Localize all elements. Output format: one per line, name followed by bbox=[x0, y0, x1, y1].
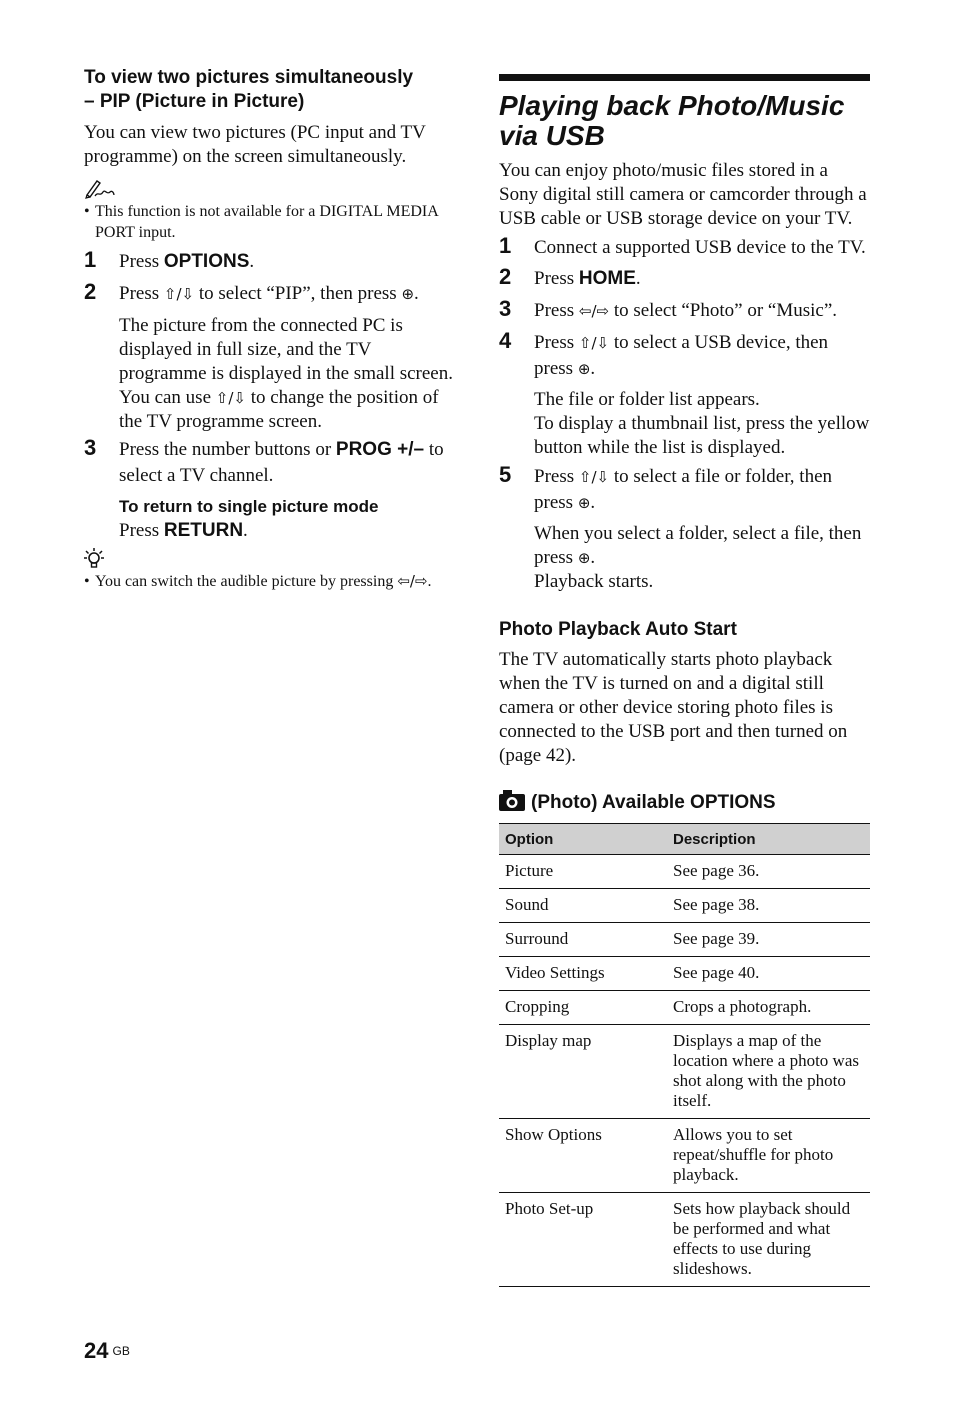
usb-step-5: 5 Press ⇧/⇩ to select a file or folder, then press ⊕. bbox=[499, 462, 833, 513]
page-number: 24 GB bbox=[84, 1338, 130, 1363]
up-down-arrow-icon: ⇧/⇩ bbox=[215, 389, 246, 407]
usb-step-1: 1 Connect a supported USB device to the TV. bbox=[499, 233, 866, 258]
up-down-arrow-icon: ⇧/⇩ bbox=[163, 285, 195, 303]
table-row: Picture See page 36. bbox=[499, 855, 870, 889]
up-down-arrow-icon: ⇧/⇩ bbox=[578, 468, 610, 486]
pip-tip: • You can switch the audible picture by pressing ⇦/⇨. bbox=[84, 571, 454, 592]
options-table bbox=[499, 823, 870, 1287]
pip-step-2: 2 Press ⇧/⇩ to select “PIP”, then press ⊕. bbox=[84, 279, 419, 304]
section-title: Playing back Photo/Music via USB bbox=[499, 90, 845, 151]
pip-note: • This function is not available for a DIGITAL MEDIA PORT input. bbox=[84, 201, 454, 243]
auto-start-text: The TV automatically starts photo playback when the TV is turned on and a digital still camera or other device storing photo files is connected to the USB port and then turned on (page 42). bbox=[499, 649, 848, 766]
table-row: Surround See page 39. bbox=[499, 923, 870, 957]
enter-icon: ⊕ bbox=[577, 494, 591, 512]
note-icon bbox=[84, 177, 454, 201]
col-header-option: Option bbox=[499, 824, 667, 855]
pip-heading-line1: To view two pictures simultaneously bbox=[84, 67, 414, 88]
pip-step-1: 1 Press OPTIONS. bbox=[84, 247, 255, 272]
tip-icon bbox=[84, 547, 454, 571]
usb-step-5-detail: When you select a folder, select a file, then press ⊕. Playback starts. bbox=[534, 523, 862, 592]
return-single-mode: To return to single picture mode Press RETURN. bbox=[119, 497, 379, 541]
usb-step-2: 2 Press HOME. bbox=[499, 264, 641, 289]
auto-start-heading: Photo Playback Auto Start bbox=[499, 619, 737, 640]
right-column bbox=[499, 74, 870, 1287]
pip-step-2-detail: The picture from the connected PC is displayed in full size, and the TV programme is displayed in the small screen. You can use ⇧/⇩ to change the position of the TV programme screen. bbox=[119, 315, 453, 432]
usb-intro: You can enjoy photo/music files stored in a Sony digital still camera or camcorder through a USB cable or USB storage device on your TV. bbox=[499, 160, 867, 229]
up-down-arrow-icon: ⇧/⇩ bbox=[578, 334, 610, 352]
table-row: Video Settings See page 40. bbox=[499, 957, 870, 991]
pip-intro: You can view two pictures (PC input and TV programme) on the screen simultaneously. bbox=[84, 122, 426, 167]
usb-step-4: 4 Press ⇧/⇩ to select a USB device, then press ⊕. bbox=[499, 328, 829, 379]
section-rule bbox=[499, 74, 870, 81]
table-row: Sound See page 38. bbox=[499, 889, 870, 923]
enter-icon: ⊕ bbox=[577, 549, 591, 567]
enter-icon: ⊕ bbox=[577, 360, 591, 378]
usb-step-4-detail: The file or folder list appears. To display a thumbnail list, press the yellow button while the list is displayed. bbox=[534, 389, 870, 458]
camera-icon bbox=[499, 790, 525, 811]
pip-heading-line2: – PIP (Picture in Picture) bbox=[84, 91, 305, 112]
table-row: Display map Displays a map of the location where a photo was shot along with the photo itself. bbox=[499, 1025, 870, 1119]
usb-step-3: 3 Press ⇦/⇨ to select “Photo” or “Music”. bbox=[499, 296, 838, 321]
col-header-description: Description bbox=[667, 824, 870, 855]
options-heading: (Photo) Available OPTIONS bbox=[499, 790, 870, 815]
left-right-arrow-icon: ⇦/⇨ bbox=[397, 572, 428, 590]
table-row: Show Options Allows you to set repeat/shuffle for photo playback. bbox=[499, 1119, 870, 1193]
enter-icon: ⊕ bbox=[401, 285, 415, 303]
table-row: Photo Set-up Sets how playback should be performed and what effects to use during slideshows. bbox=[499, 1193, 870, 1287]
left-right-arrow-icon: ⇦/⇨ bbox=[578, 302, 610, 320]
table-row: Cropping Crops a photograph. bbox=[499, 991, 870, 1025]
pip-step-3: 3 Press the number buttons or PROG +/– to select a TV channel. bbox=[84, 435, 444, 486]
left-column bbox=[84, 66, 454, 592]
